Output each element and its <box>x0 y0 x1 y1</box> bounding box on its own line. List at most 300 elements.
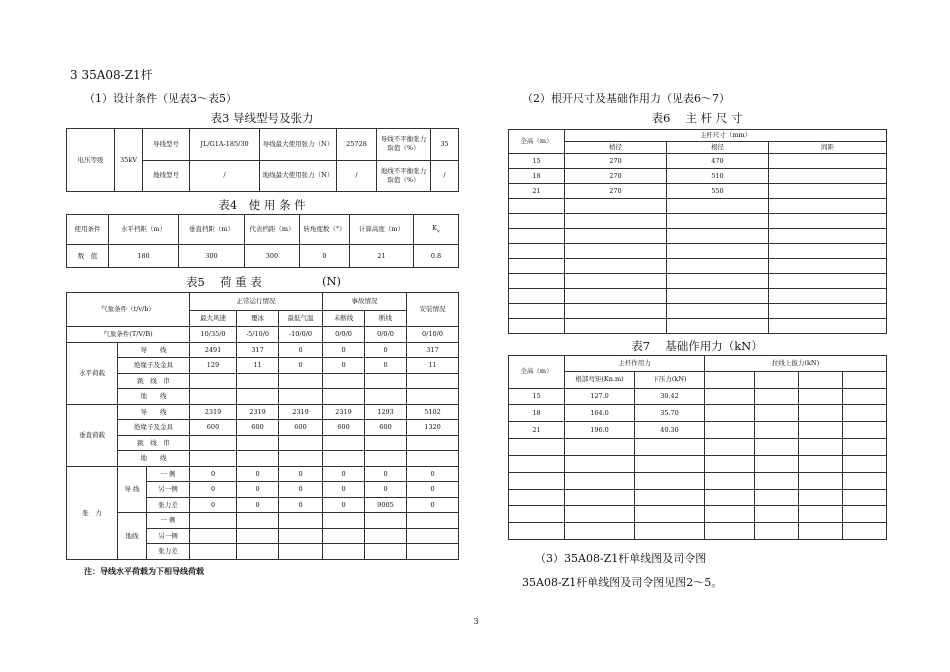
voltage-label: 电压等级 <box>67 129 115 192</box>
left-subtitle: （1）设计条件（见表3～表5） <box>84 92 237 105</box>
table4-cell: 0 <box>300 245 350 268</box>
table-cell: 600 <box>365 420 407 436</box>
table-cell <box>279 373 323 389</box>
table-cell <box>667 259 769 274</box>
table-cell <box>667 214 769 229</box>
table-row <box>509 319 887 334</box>
table-row <box>67 373 459 389</box>
table-cell <box>843 455 887 472</box>
section-title: 3 35A08-Z1杆 <box>70 68 153 82</box>
table-row <box>67 342 459 358</box>
table-row <box>509 506 887 523</box>
load-item-label: 跳 线 串 <box>118 435 190 451</box>
table-cell <box>279 528 323 544</box>
table5-note: 注：导线水平荷载为下相导线荷载 <box>84 567 204 576</box>
table-cell <box>705 371 755 388</box>
table-cell <box>509 455 565 472</box>
load-item-label: 跳 线 串 <box>118 373 190 389</box>
table-cell <box>755 388 799 405</box>
table-cell <box>769 154 887 169</box>
table-cell: 0 <box>323 482 365 498</box>
table7-caption: 表7 基础作用力（kN） <box>631 339 763 353</box>
table4-header: 垂直档距（m） <box>179 215 245 245</box>
cond-value: 10/35/0 <box>190 327 237 343</box>
table4-header: 转角度数（°） <box>300 215 350 245</box>
table-cell: 30.42 <box>635 388 705 405</box>
table-cell <box>667 244 769 259</box>
conductor-unbalance-value: 35 <box>431 129 459 161</box>
vertical-load-label: 垂直荷载 <box>67 404 118 466</box>
load-item-label: 绝缘子及金具 <box>118 420 190 436</box>
cond-value: -10/0/0 <box>279 327 323 343</box>
ground-type-label: 地线型号 <box>143 160 190 192</box>
table-cell <box>799 455 843 472</box>
table-row <box>67 293 459 311</box>
table-cell: 1320 <box>407 420 459 436</box>
table-cell <box>323 528 365 544</box>
table-cell <box>565 319 667 334</box>
table-row <box>509 244 887 259</box>
table-cell <box>279 544 323 560</box>
table-cell: 270 <box>565 154 667 169</box>
table-cell <box>755 523 799 540</box>
table-cell <box>705 472 755 489</box>
table-cell <box>509 319 565 334</box>
table3 <box>66 128 459 192</box>
table-cell <box>799 472 843 489</box>
table4-header-k <box>414 215 459 245</box>
table-cell <box>565 455 635 472</box>
right-subtitle: （2）根开尺寸及基础作用力（见表6～7） <box>522 92 730 105</box>
table-cell <box>755 472 799 489</box>
table-cell <box>509 439 565 456</box>
table-cell: 0 <box>365 482 407 498</box>
condition-column-header: 最低气温 <box>279 310 323 327</box>
table-cell <box>565 472 635 489</box>
table-cell <box>190 373 237 389</box>
table-cell <box>843 472 887 489</box>
table-cell: 129 <box>190 358 237 374</box>
table-cell <box>190 544 237 560</box>
tension-side-label: 另一侧 <box>147 528 190 544</box>
pressure-label: 下压力(kN) <box>635 371 705 388</box>
table-cell <box>407 528 459 544</box>
cond-value: 0/0/0 <box>323 327 365 343</box>
table-cell <box>755 439 799 456</box>
table-cell <box>843 523 887 540</box>
pole-size-column-header: 间距 <box>769 142 887 154</box>
table-cell: 600 <box>190 420 237 436</box>
table-cell <box>365 451 407 467</box>
load-item-label: 地 线 <box>118 451 190 467</box>
table-cell <box>565 523 635 540</box>
para3-text: 35A08-Z1杆单线图及司令图见图2～5。 <box>522 576 723 589</box>
load-item-label: 导 线 <box>118 404 190 420</box>
ground-max-tension-label: 地线最大使用张力（N） <box>260 160 337 192</box>
table-row <box>509 439 887 456</box>
table-cell <box>323 451 365 467</box>
cond-value: -5/10/0 <box>237 327 279 343</box>
table-cell: 270 <box>565 184 667 199</box>
table-row <box>67 389 459 405</box>
table-row <box>509 289 887 304</box>
conductor-max-tension-label: 导线最大使用张力（N） <box>260 129 337 161</box>
table-row <box>67 513 459 529</box>
table4-row-label: 数 值 <box>67 245 109 268</box>
tension-side-label: 张力差 <box>147 544 190 560</box>
table-cell: 0 <box>237 482 279 498</box>
table-cell: 2491 <box>190 342 237 358</box>
table-row <box>509 304 887 319</box>
table-cell <box>509 244 565 259</box>
table-cell <box>565 274 667 289</box>
table-row <box>67 404 459 420</box>
table-cell: 0 <box>407 482 459 498</box>
table-cell: 470 <box>667 154 769 169</box>
table7 <box>508 355 887 540</box>
table-cell: 1293 <box>365 404 407 420</box>
ground-wire-label: 地线 <box>118 513 147 560</box>
table-cell <box>407 373 459 389</box>
table-cell <box>509 489 565 506</box>
table-row <box>509 388 887 405</box>
table-cell <box>407 513 459 529</box>
table-cell <box>565 489 635 506</box>
table4-cell: 21 <box>350 245 414 268</box>
table-cell <box>279 451 323 467</box>
table-cell <box>705 388 755 405</box>
table-cell <box>635 455 705 472</box>
table-cell <box>509 229 565 244</box>
stay-uplift-label: 拉线上拔力(kN) <box>705 356 887 372</box>
table-cell <box>565 506 635 523</box>
table-cell: 127.0 <box>565 388 635 405</box>
table-cell <box>843 439 887 456</box>
conductor-unbalance-label: 导线不平衡张力取值（%） <box>377 129 431 161</box>
table4-cell: 300 <box>179 245 245 268</box>
table-cell: 0 <box>279 466 323 482</box>
table4-header: 使用条件 <box>67 215 109 245</box>
table-cell <box>769 214 887 229</box>
main-force-label: 主杆作用力 <box>565 356 705 372</box>
table-cell: 0 <box>237 466 279 482</box>
table-cell <box>190 451 237 467</box>
table-row <box>509 154 887 169</box>
table-cell <box>237 389 279 405</box>
table-cell <box>407 451 459 467</box>
table-cell <box>799 371 843 388</box>
table-cell <box>843 388 887 405</box>
condition-column-header: 未断线 <box>323 310 365 327</box>
table-cell <box>509 274 565 289</box>
table-cell <box>365 513 407 529</box>
cond-label: 气象条件(T/V/B) <box>67 327 190 343</box>
table-cell <box>799 506 843 523</box>
table-cell <box>755 455 799 472</box>
table-cell <box>667 289 769 304</box>
load-item-label: 地 线 <box>118 389 190 405</box>
table-cell <box>705 455 755 472</box>
table-row <box>509 274 887 289</box>
table-cell <box>769 229 887 244</box>
table-cell <box>769 289 887 304</box>
table-cell <box>705 506 755 523</box>
table-cell <box>565 304 667 319</box>
table-cell <box>667 304 769 319</box>
table-cell: 0 <box>323 497 365 513</box>
table-cell <box>565 214 667 229</box>
conductor-type-label: 导线型号 <box>143 129 190 161</box>
table-cell: 2319 <box>237 404 279 420</box>
table-row <box>509 356 887 372</box>
table-cell: 0 <box>323 466 365 482</box>
table-cell <box>565 199 667 214</box>
table-cell <box>769 304 887 319</box>
table-cell: 0 <box>279 342 323 358</box>
table-cell <box>769 184 887 199</box>
table6 <box>508 129 887 334</box>
table-row <box>509 199 887 214</box>
table-cell <box>667 229 769 244</box>
table-row <box>509 523 887 540</box>
table-cell: 35.70 <box>635 405 705 422</box>
cond-value: 0/10/0 <box>407 327 459 343</box>
table-cell <box>323 513 365 529</box>
pole-size-column-header: 梢径 <box>565 142 667 154</box>
table-row <box>67 435 459 451</box>
table3-caption: 表3 导线型号及张力 <box>210 111 314 125</box>
table-row <box>67 327 459 343</box>
moment-label: 根部弯矩(Kn.m) <box>565 371 635 388</box>
table-cell <box>190 435 237 451</box>
table-cell <box>509 523 565 540</box>
table-cell <box>769 259 887 274</box>
table-cell <box>237 513 279 529</box>
table-cell: 270 <box>565 169 667 184</box>
table-row <box>509 130 887 142</box>
table-cell: 0 <box>190 466 237 482</box>
para3-title: （3）35A08-Z1杆单线图及司令图 <box>535 552 707 565</box>
table-cell <box>565 229 667 244</box>
condition-column-header: 覆冰 <box>237 310 279 327</box>
table-row <box>509 229 887 244</box>
table-cell <box>407 389 459 405</box>
table-cell <box>279 513 323 529</box>
table-cell: 2319 <box>323 404 365 420</box>
table-cell <box>799 439 843 456</box>
table-cell <box>565 289 667 304</box>
table-cell: 0 <box>365 466 407 482</box>
k-subscript: v <box>437 228 440 235</box>
table-cell <box>237 544 279 560</box>
tension-label: 张 力 <box>67 466 118 559</box>
table-cell: 196.0 <box>565 422 635 439</box>
table-cell: 0 <box>190 497 237 513</box>
table-cell <box>509 304 565 319</box>
table-cell: 11 <box>407 358 459 374</box>
table-cell <box>323 389 365 405</box>
table-cell: 0 <box>323 358 365 374</box>
load-item-label: 绝缘子及金具 <box>118 358 190 374</box>
table-cell <box>769 274 887 289</box>
table-row <box>509 489 887 506</box>
table-row <box>67 358 459 374</box>
table-row <box>509 455 887 472</box>
table-cell <box>769 244 887 259</box>
condition-column-header: 断线 <box>365 310 407 327</box>
table-cell <box>755 405 799 422</box>
k-symbol: K <box>432 223 438 232</box>
table-cell <box>323 435 365 451</box>
table-cell <box>843 506 887 523</box>
table4-cell: 180 <box>109 245 179 268</box>
table-row <box>509 472 887 489</box>
table4-header: 计算高度（m） <box>350 215 414 245</box>
height-label: 全高（m） <box>509 356 565 389</box>
table-cell <box>799 388 843 405</box>
table-cell: 2319 <box>279 404 323 420</box>
table-row <box>509 142 887 154</box>
voltage-value: 35kV <box>115 129 143 192</box>
table-cell: 40.30 <box>635 422 705 439</box>
table5-caption: 表5 荷 重 表 <box>186 275 262 289</box>
table-cell: 0 <box>190 482 237 498</box>
table5-unit: (N) <box>322 274 342 288</box>
table-cell: 11 <box>237 358 279 374</box>
table-cell: 600 <box>323 420 365 436</box>
table-cell: 0 <box>365 358 407 374</box>
table-cell: 21 <box>509 422 565 439</box>
table-cell <box>509 259 565 274</box>
ground-max-tension-value: / <box>337 160 377 192</box>
ground-unbalance-label: 地线不平衡张力取值（%） <box>377 160 431 192</box>
table-cell: 0 <box>323 342 365 358</box>
ground-unbalance-value: / <box>431 160 459 192</box>
table-cell <box>635 439 705 456</box>
table4-cell: 0.8 <box>414 245 459 268</box>
table-cell <box>635 489 705 506</box>
table-cell: 0 <box>407 466 459 482</box>
table-cell: 600 <box>237 420 279 436</box>
table-cell: 0 <box>365 342 407 358</box>
table-cell <box>509 289 565 304</box>
table-cell <box>365 435 407 451</box>
table-cell <box>705 489 755 506</box>
table-row <box>67 420 459 436</box>
page-number: 3 <box>473 617 479 626</box>
table-cell <box>509 214 565 229</box>
table-cell <box>769 169 887 184</box>
tension-side-label: 张力差 <box>147 497 190 513</box>
table-cell <box>705 422 755 439</box>
tension-side-label: 一 侧 <box>147 513 190 529</box>
horizontal-load-label: 水平荷载 <box>67 342 118 404</box>
table-cell <box>565 244 667 259</box>
table-cell: 15 <box>509 154 565 169</box>
table-cell <box>323 544 365 560</box>
table-cell: 164.0 <box>565 405 635 422</box>
table-cell <box>769 199 887 214</box>
table-cell <box>755 422 799 439</box>
table-cell <box>667 274 769 289</box>
table-cell <box>365 389 407 405</box>
table4-header: 水平档距（m） <box>109 215 179 245</box>
table-cell <box>843 489 887 506</box>
table-cell <box>843 371 887 388</box>
table-cell <box>799 523 843 540</box>
table-cell: 600 <box>279 420 323 436</box>
tension-side-label: 另一侧 <box>147 482 190 498</box>
table-cell: 317 <box>237 342 279 358</box>
table-row <box>509 259 887 274</box>
table-cell <box>667 199 769 214</box>
install-label: 安装情况 <box>407 293 459 327</box>
table-row <box>509 169 887 184</box>
table-cell <box>279 389 323 405</box>
table4-cell: 300 <box>245 245 300 268</box>
table-cell <box>705 439 755 456</box>
table-cell <box>565 259 667 274</box>
table-cell <box>365 528 407 544</box>
table-cell <box>237 435 279 451</box>
table-cell <box>365 373 407 389</box>
table-cell: 18 <box>509 405 565 422</box>
table-cell <box>407 544 459 560</box>
pole-size-column-header: 根径 <box>667 142 769 154</box>
table-row <box>509 422 887 439</box>
table-row <box>509 371 887 388</box>
table-cell <box>190 528 237 544</box>
table-cell <box>635 472 705 489</box>
table-cell <box>843 405 887 422</box>
conductor-wire-label: 导 线 <box>118 466 147 513</box>
table-cell <box>755 489 799 506</box>
table-cell: 0 <box>279 358 323 374</box>
table-cell <box>799 405 843 422</box>
table-cell: 15 <box>509 388 565 405</box>
table-cell: 21 <box>509 184 565 199</box>
table-row <box>509 405 887 422</box>
table-cell <box>565 439 635 456</box>
table-cell <box>635 523 705 540</box>
table6-caption: 表6 主 杆 尺 寸 <box>651 111 743 125</box>
conductor-type-value: JL/G1A-185/30 <box>190 129 260 161</box>
table-cell: 0 <box>279 482 323 498</box>
height-label: 全高（m） <box>509 130 565 154</box>
table-cell <box>509 472 565 489</box>
table4-header: 代表档距（m） <box>245 215 300 245</box>
table-cell: 0 <box>279 497 323 513</box>
table4-caption: 表4 使 用 条 件 <box>218 198 306 212</box>
table-cell <box>279 435 323 451</box>
table-row <box>67 466 459 482</box>
table-row <box>67 451 459 467</box>
weather-label: 气象条件（t/v/b） <box>67 293 190 327</box>
table-cell <box>635 506 705 523</box>
ground-type-value: / <box>190 160 260 192</box>
table-cell: 0 <box>237 497 279 513</box>
table-cell: 2319 <box>190 404 237 420</box>
table-cell <box>237 528 279 544</box>
table-row <box>509 184 887 199</box>
table-cell <box>407 435 459 451</box>
table-cell <box>323 373 365 389</box>
pole-size-group-label: 主杆尺寸（mm） <box>565 130 887 142</box>
table-cell <box>769 319 887 334</box>
table-cell <box>667 319 769 334</box>
table-cell <box>843 422 887 439</box>
table-cell <box>237 451 279 467</box>
